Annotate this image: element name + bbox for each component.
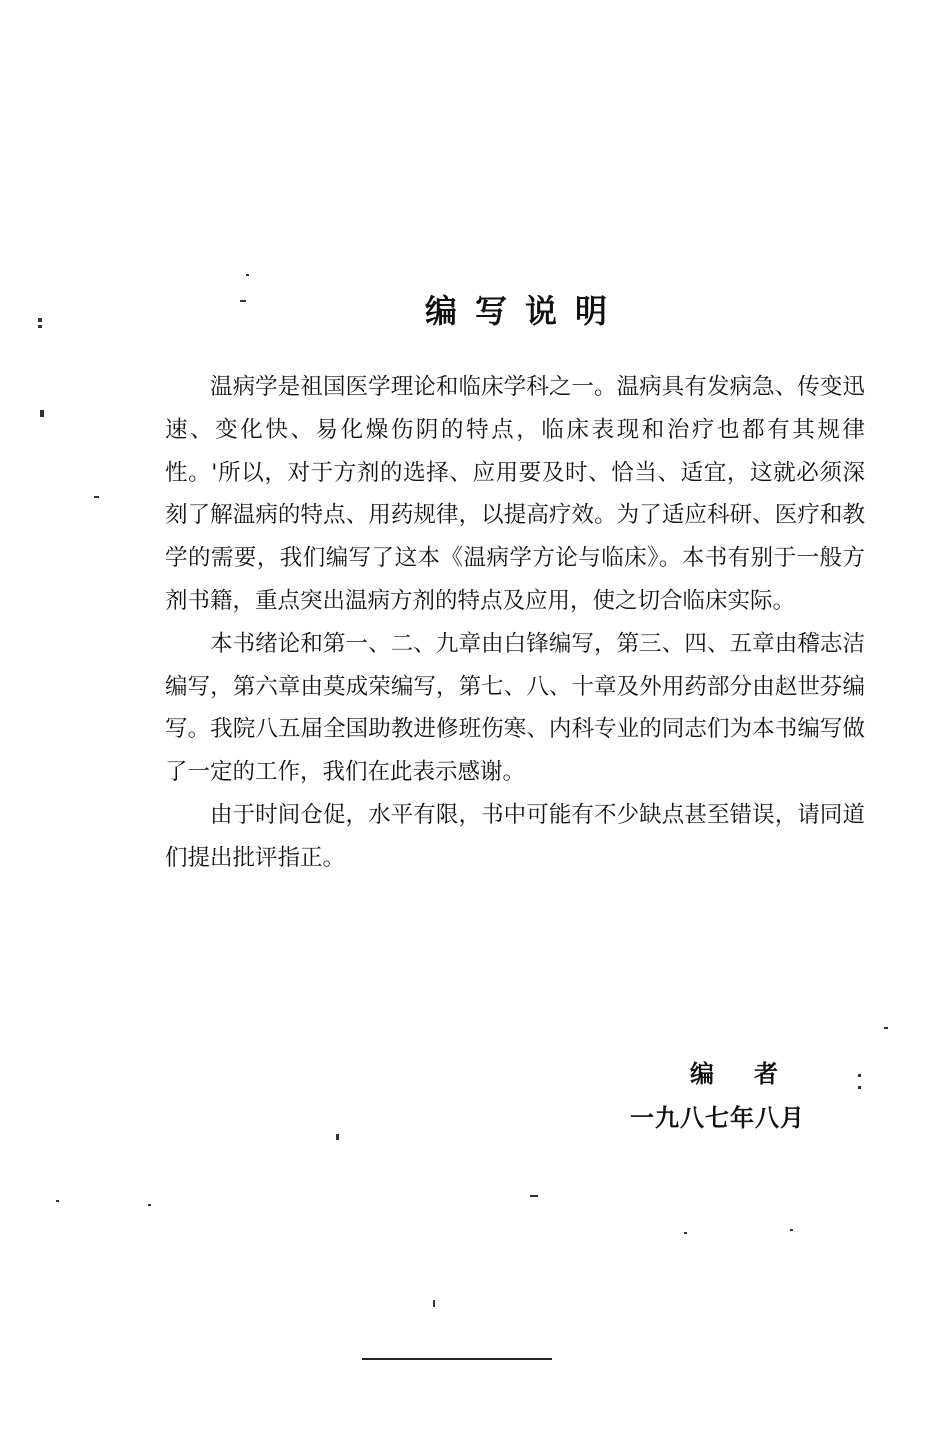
scan-speck bbox=[858, 1086, 861, 1089]
page-title: 编写说明 bbox=[424, 292, 625, 330]
scan-speck bbox=[884, 1027, 888, 1029]
paragraph-apology: 由于时间仓促，水平有限，书中可能有不少缺点甚至错误，请同道们提出批评指正。 bbox=[165, 801, 865, 871]
scan-speck bbox=[790, 1229, 793, 1231]
scan-speck bbox=[433, 1300, 435, 1307]
scan-speck bbox=[530, 1195, 538, 1197]
scan-speck bbox=[336, 1134, 339, 1140]
signature-block bbox=[630, 1056, 830, 1144]
signature-author: 编者 bbox=[690, 1059, 818, 1088]
paragraph-purpose: 温病学是祖国医学理论和临床学科之一。温病具有发病急、传变迅速、变化快、易化燥伤阴的特点，临床表现和治疗也都有其规律性。'所以，对于方剂的选择、应用要及时、恰当、适宜，这就必须深刻了解温病的特点、用药规律，以提高疗效。为了适应科研、医疗和教学的需要，我们编写了这本《温病学方论与临床》。本书有别于一般方剂书籍，重点突出温病方剂的特点及应用，使之切合临床实际。 bbox=[165, 374, 865, 614]
signature-date: 一九八七年八月 bbox=[630, 1103, 805, 1132]
scan-speck bbox=[858, 1074, 861, 1077]
scan-speck bbox=[148, 1204, 151, 1206]
scan-speck bbox=[240, 300, 246, 302]
scan-speck bbox=[246, 274, 249, 276]
scan-speck bbox=[40, 410, 44, 417]
scan-speck bbox=[38, 318, 42, 322]
preface-body bbox=[165, 366, 865, 880]
paragraph-authors: 本书绪论和第一、二、九章由白锋编写，第三、四、五章由稽志洁编写，第六章由莫成荣编写，第七、八、十章及外用药部分由赵世芬编写。我院八五届全国助教进修班伤寒、内科专业的同志们为本书编写做了一定的工作，我们在此表示感谢。 bbox=[165, 630, 865, 786]
scan-speck bbox=[94, 496, 99, 498]
scan-speck bbox=[684, 1232, 687, 1234]
bottom-rule bbox=[362, 1358, 552, 1360]
scan-speck bbox=[38, 325, 42, 328]
scan-speck bbox=[56, 1200, 59, 1202]
